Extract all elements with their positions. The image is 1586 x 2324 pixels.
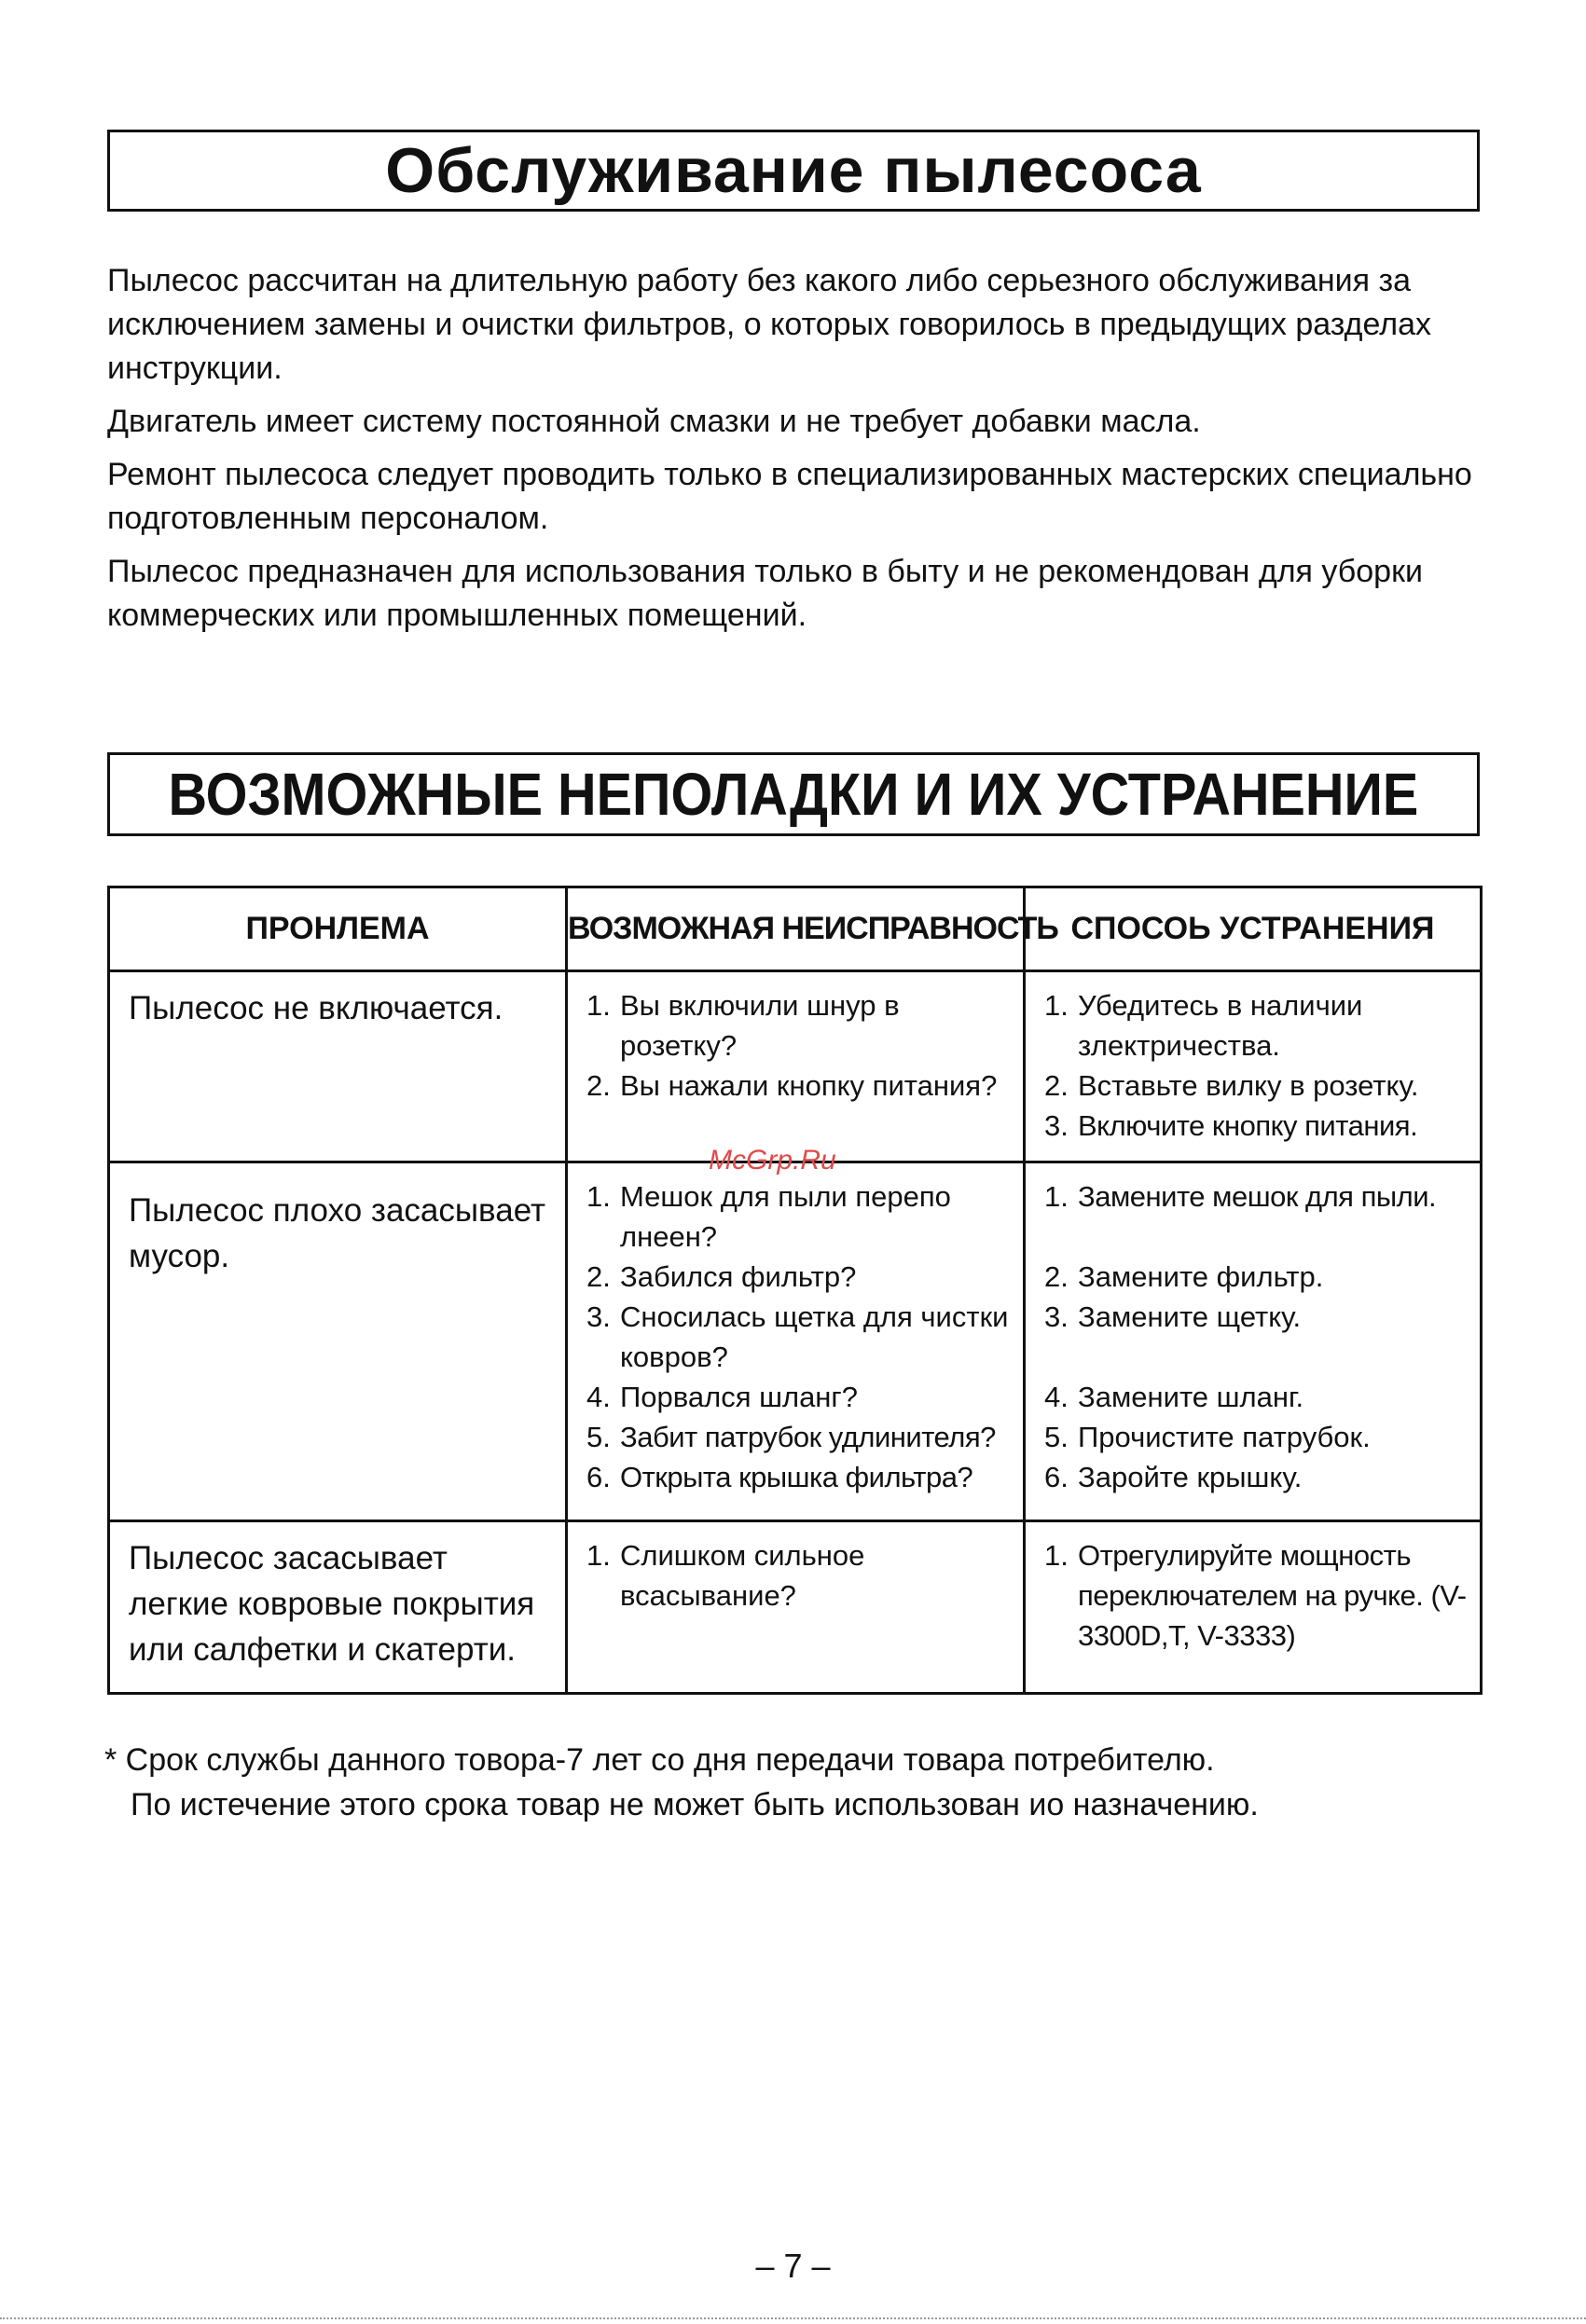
cause-cell xyxy=(567,1521,1025,1694)
paragraph-household-use: Пылесос предназначен для использования только в быту и не рекомендован для уборки коммерческих или промышленных помещений. xyxy=(107,554,1423,633)
table-header-row xyxy=(109,887,1482,971)
list-item: 3. Замените щетку. xyxy=(1044,1300,1302,1333)
troubleshooting-table xyxy=(107,886,1483,1695)
paragraph-repair: Ремонт пылесоса следует проводить только в специализированных мастерских специально подготовленным персоналом. xyxy=(107,457,1472,536)
remedy-cell xyxy=(1025,1521,1482,1694)
list-item: 4. Порвался шланг? xyxy=(586,1381,858,1413)
list-item: 2. Забился фильтр? xyxy=(586,1260,857,1293)
remedy-cell xyxy=(1025,1162,1482,1521)
list-item: 1. Замените мешок для пыли. xyxy=(1044,1180,1437,1213)
bottom-divider xyxy=(0,2317,1586,2319)
maintenance-title: Обслуживание пылесоса xyxy=(385,135,1202,206)
header-remedy: СПОСОЬ УСТРАНЕНИЯ xyxy=(1025,887,1482,971)
troubleshooting-title: ВОЗМОЖНЫЕ НЕПОЛАДКИ И ИХ УСТРАНЕНИЕ xyxy=(168,761,1419,828)
list-item: 2. Вставьте вилку в розетку. xyxy=(1044,1069,1419,1102)
problem-cell: Пылесос плохо засасывает мусор. xyxy=(109,1162,567,1521)
problem-cell: Пылесос не включается. xyxy=(109,971,567,1162)
list-item: 3. Сносилась щетка для чистки ковров? xyxy=(586,1300,1009,1373)
footnote-line-2: По истечение этого срока товар не может быть использован ио назначению. xyxy=(131,1787,1259,1822)
list-item: 1. Убедитесь в наличии злектричества. xyxy=(1044,989,1363,1062)
list-item: 1. Отрегулируйте мощность переключателем на ручке. (V-3300D,T, V-3333) xyxy=(1044,1539,1467,1652)
list-item: 3. Включите кнопку питания. xyxy=(1044,1109,1418,1142)
list-item: 1. Слишком сильное всасывание? xyxy=(586,1539,865,1612)
paragraph-operation: Пылесос рассчитан на длительную работу без какого либо серьезного обслуживания за исключением замены и очистки фильтров, о которых говорилось в предыдущих разделах инструкции. xyxy=(107,263,1431,386)
list-item: 6. Заройте крышку. xyxy=(1044,1461,1303,1493)
table-row xyxy=(109,1162,1482,1521)
cause-cell xyxy=(567,1162,1025,1521)
maintenance-text xyxy=(107,259,1487,647)
table-row xyxy=(109,971,1482,1162)
troubleshooting-title-box xyxy=(107,752,1480,836)
paragraph-motor: Двигатель имеет систему постоянной смазки и не требует добавки масла. xyxy=(107,404,1201,439)
problem-cell: Пылесос засасывает легкие ковровые покрытия или салфетки и скатерти. xyxy=(109,1521,567,1694)
list-item: 2. Вы нажали кнопку питания? xyxy=(586,1069,998,1102)
list-item: 1. Мешок для пыли перепо лнеен? xyxy=(586,1180,951,1253)
list-item: 1. Вы включили шнур в розетку? xyxy=(586,989,900,1062)
list-item: 6. Открыта крышка фильтра? xyxy=(586,1461,973,1493)
page-number: – 7 – xyxy=(755,2247,831,2285)
header-cause: ВОЗМОЖНАЯ НЕИСПРАВНОСТЬ xyxy=(567,887,1025,971)
list-item: 5. Забит патрубок удлинителя? xyxy=(586,1421,996,1453)
watermark: McGrp.Ru xyxy=(709,1145,836,1176)
header-problem: ПРОНЛЕМА xyxy=(109,887,567,971)
list-item: 5. Прочистите патрубок. xyxy=(1044,1421,1371,1453)
list-item: 2. Замените фильтр. xyxy=(1044,1260,1324,1293)
remedy-cell xyxy=(1025,971,1482,1162)
cause-cell xyxy=(567,971,1025,1162)
footnote xyxy=(104,1738,1484,1827)
list-item: 4. Замените шланг. xyxy=(1044,1381,1304,1413)
table-row xyxy=(109,1521,1482,1694)
maintenance-title-box xyxy=(107,130,1480,212)
footnote-line-1: * Срок службы данного товора-7 лет со дня передачи товара потребителю. xyxy=(104,1742,1215,1778)
